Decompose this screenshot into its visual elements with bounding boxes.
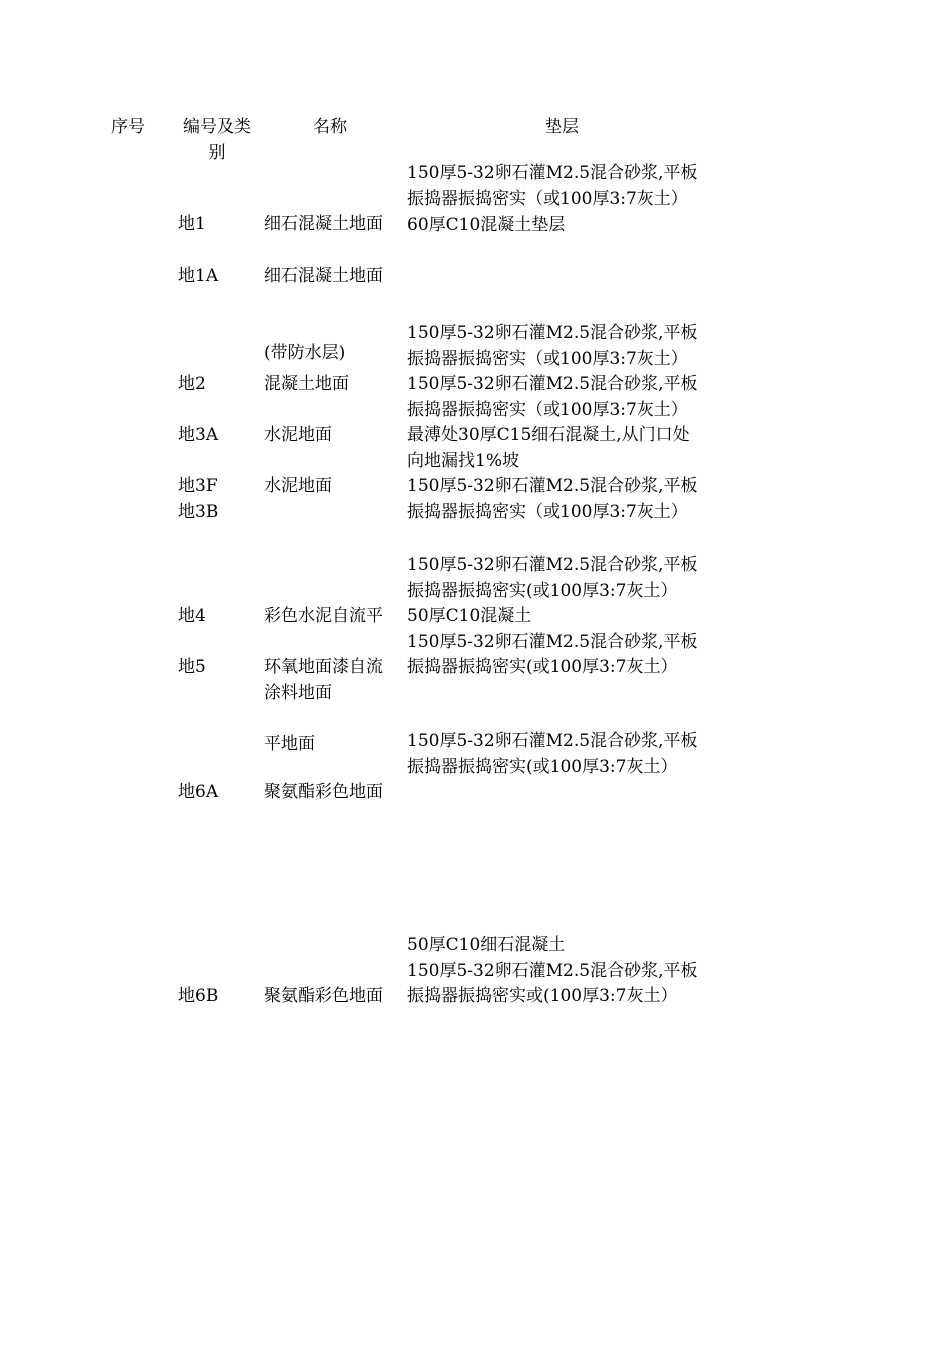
code-text: 地5 [178,657,206,677]
row-layer [407,372,727,423]
code-text: 地3A [178,425,219,445]
row-code [178,604,210,732]
name-text: 聚氨酯彩色地面 [264,782,383,802]
layer-text: 最溥处30厚C15细石混凝土,从门口处 [407,425,690,445]
layer-text: 150厚5-32卵石灌M2.5混合砂浆,平板 [407,555,698,575]
code-text: 地3F [178,476,218,496]
code-text: 地6B [178,986,219,1006]
code-text: 地2 [178,374,206,394]
code-text: 地6A [178,782,219,802]
layer-text: 振捣器振捣密实（或100厚3:7灰土） [407,399,688,420]
layer-text: 振捣器振捣密实(或100厚3:7灰土） [407,756,678,777]
name-text: 涂料地面 [264,682,332,703]
name-text: 混凝土地面 [264,374,349,394]
row-name [264,423,404,551]
code-text: 地3B [178,501,219,522]
header-name: 名称 [313,117,347,137]
row-name [264,933,404,1061]
name-text: 彩色水泥自流平 [264,606,383,626]
layer-text: 振捣器振捣密实（或100厚3:7灰土） [407,348,688,369]
row-layer [407,604,727,681]
layer-text: 向地漏找1%坡 [407,450,519,471]
row-code [178,423,218,551]
layer-text: 50厚C10细石混凝土 [407,935,566,955]
name-text: 水泥地面 [264,425,332,445]
header-code-type-line1: 编号及类 [183,117,251,137]
code-text: 地1A [178,266,219,286]
name-text: 细石混凝土地面 [264,266,383,286]
name-text: 平地面 [264,733,315,754]
layer-text: 150厚5-32卵石灌M2.5混合砂浆,平板 [407,374,698,394]
name-text: (带防水层) [264,342,346,363]
layer-text: 150厚5-32卵石灌M2.5混合砂浆,平板 [407,631,698,652]
header-layer: 垫层 [545,117,579,137]
name-text: 环氧地面漆自流 [264,657,383,677]
name-text: 水泥地面 [264,476,332,496]
layer-text: 50厚C10混凝土 [407,606,532,626]
name-text: 聚氨酯彩色地面 [264,986,383,1006]
row-layer [407,423,727,525]
row-layer [407,729,727,780]
name-text: 细石混凝土地面 [264,214,383,234]
row-layer [407,933,727,1010]
row-code [178,729,218,857]
layer-text: 振捣器振捣密实(或100厚3:7灰土） [407,580,678,601]
code-text: 地1 [178,214,206,234]
layer-text: 振捣器振捣密实(或100厚3:7灰土） [407,657,678,677]
layer-text: 振捣器振捣密实或(100厚3:7灰土） [407,986,678,1006]
header-code-type [178,115,256,166]
layer-text: 150厚5-32卵石灌M2.5混合砂浆,平板 [407,323,698,343]
layer-text: 振捣器振捣密实（或100厚3:7灰土） [407,188,688,209]
row-layer [407,161,727,212]
header-code-type-line2: 别 [208,142,226,163]
layer-text: 150厚5-32卵石灌M2.5混合砂浆,平板 [407,960,698,981]
row-layer [407,553,727,604]
row-layer [407,321,727,372]
code-text: 地4 [178,606,206,626]
row-code [178,933,218,1061]
row-name [264,729,404,857]
layer-text: 60厚C10混凝土垫层 [407,215,566,235]
layer-text: 振捣器振捣密实（或100厚3:7灰土） [407,501,688,522]
layer-text: 150厚5-32卵石灌M2.5混合砂浆,平板 [407,163,698,183]
layer-text: 150厚5-32卵石灌M2.5混合砂浆,平板 [407,476,698,496]
header-seq: 序号 [111,117,145,137]
layer-text: 150厚5-32卵石灌M2.5混合砂浆,平板 [407,731,698,751]
row-layer [407,213,727,239]
